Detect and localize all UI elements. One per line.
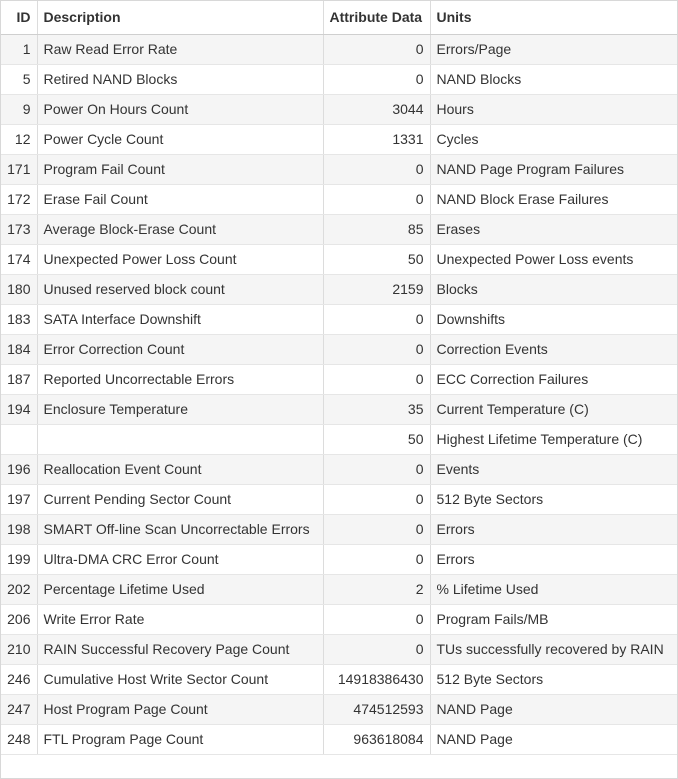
cell-id: 202 xyxy=(1,574,37,604)
cell-id: 180 xyxy=(1,274,37,304)
table-row[interactable] xyxy=(1,184,677,214)
cell-description: Power On Hours Count xyxy=(37,94,323,124)
table-row[interactable] xyxy=(1,394,677,424)
cell-id: 206 xyxy=(1,604,37,634)
cell-description: Unexpected Power Loss Count xyxy=(37,244,323,274)
table-row[interactable] xyxy=(1,274,677,304)
cell-description: Reallocation Event Count xyxy=(37,454,323,484)
cell-attribute-data: 0 xyxy=(323,184,430,214)
cell-attribute-data: 0 xyxy=(323,334,430,364)
cell-units: Events xyxy=(430,454,677,484)
cell-attribute-data: 0 xyxy=(323,544,430,574)
cell-attribute-data: 0 xyxy=(323,604,430,634)
column-header-units[interactable]: Units xyxy=(430,1,677,34)
table-row[interactable] xyxy=(1,34,677,64)
cell-attribute-data: 0 xyxy=(323,484,430,514)
cell-attribute-data: 474512593 xyxy=(323,694,430,724)
cell-description: Raw Read Error Rate xyxy=(37,34,323,64)
table-row[interactable] xyxy=(1,154,677,184)
cell-description: Erase Fail Count xyxy=(37,184,323,214)
cell-id: 246 xyxy=(1,664,37,694)
table-row[interactable] xyxy=(1,304,677,334)
cell-units: TUs successfully recovered by RAIN xyxy=(430,634,677,664)
cell-description: Ultra-DMA CRC Error Count xyxy=(37,544,323,574)
cell-units: Unexpected Power Loss events xyxy=(430,244,677,274)
cell-units: NAND Page Program Failures xyxy=(430,154,677,184)
cell-description: Current Pending Sector Count xyxy=(37,484,323,514)
cell-units: NAND Blocks xyxy=(430,64,677,94)
table-row[interactable] xyxy=(1,94,677,124)
cell-attribute-data: 0 xyxy=(323,454,430,484)
cell-description: Unused reserved block count xyxy=(37,274,323,304)
cell-attribute-data: 3044 xyxy=(323,94,430,124)
cell-units: Errors xyxy=(430,544,677,574)
table-row[interactable] xyxy=(1,574,677,604)
cell-id: 174 xyxy=(1,244,37,274)
column-header-description[interactable]: Description xyxy=(37,1,323,34)
cell-description: Retired NAND Blocks xyxy=(37,64,323,94)
table-row[interactable] xyxy=(1,634,677,664)
cell-units: NAND Block Erase Failures xyxy=(430,184,677,214)
cell-id: 194 xyxy=(1,394,37,424)
cell-units: 512 Byte Sectors xyxy=(430,664,677,694)
cell-attribute-data: 0 xyxy=(323,64,430,94)
cell-description: FTL Program Page Count xyxy=(37,724,323,754)
table-row[interactable] xyxy=(1,244,677,274)
table-row[interactable] xyxy=(1,214,677,244)
cell-units: Program Fails/MB xyxy=(430,604,677,634)
cell-attribute-data: 0 xyxy=(323,154,430,184)
cell-attribute-data: 50 xyxy=(323,244,430,274)
cell-id: 210 xyxy=(1,634,37,664)
cell-description: Power Cycle Count xyxy=(37,124,323,154)
table-row[interactable] xyxy=(1,664,677,694)
cell-attribute-data: 14918386430 xyxy=(323,664,430,694)
cell-description: SATA Interface Downshift xyxy=(37,304,323,334)
cell-id: 173 xyxy=(1,214,37,244)
cell-units: ECC Correction Failures xyxy=(430,364,677,394)
table-header-row xyxy=(1,1,677,34)
cell-id: 9 xyxy=(1,94,37,124)
cell-id: 197 xyxy=(1,484,37,514)
table-row[interactable] xyxy=(1,694,677,724)
table-row[interactable] xyxy=(1,124,677,154)
cell-attribute-data: 2 xyxy=(323,574,430,604)
cell-units: Hours xyxy=(430,94,677,124)
cell-id xyxy=(1,424,37,454)
cell-units: Downshifts xyxy=(430,304,677,334)
cell-units: NAND Page xyxy=(430,724,677,754)
cell-description: Reported Uncorrectable Errors xyxy=(37,364,323,394)
cell-id: 1 xyxy=(1,34,37,64)
cell-attribute-data: 0 xyxy=(323,634,430,664)
table-body xyxy=(1,34,677,754)
table-row[interactable] xyxy=(1,514,677,544)
table-row[interactable] xyxy=(1,424,677,454)
cell-description: Enclosure Temperature xyxy=(37,394,323,424)
table-row[interactable] xyxy=(1,724,677,754)
cell-id: 199 xyxy=(1,544,37,574)
cell-description: SMART Off-line Scan Uncorrectable Errors xyxy=(37,514,323,544)
cell-attribute-data: 0 xyxy=(323,34,430,64)
cell-attribute-data: 1331 xyxy=(323,124,430,154)
cell-description: RAIN Successful Recovery Page Count xyxy=(37,634,323,664)
cell-attribute-data: 0 xyxy=(323,514,430,544)
cell-description: Error Correction Count xyxy=(37,334,323,364)
cell-id: 198 xyxy=(1,514,37,544)
table-row[interactable] xyxy=(1,544,677,574)
cell-description: Write Error Rate xyxy=(37,604,323,634)
table-row[interactable] xyxy=(1,64,677,94)
cell-attribute-data: 963618084 xyxy=(323,724,430,754)
cell-description: Program Fail Count xyxy=(37,154,323,184)
cell-units: Errors xyxy=(430,514,677,544)
cell-attribute-data: 2159 xyxy=(323,274,430,304)
cell-units: Highest Lifetime Temperature (C) xyxy=(430,424,677,454)
cell-units: Cycles xyxy=(430,124,677,154)
cell-id: 187 xyxy=(1,364,37,394)
column-header-id[interactable]: ID xyxy=(1,1,37,34)
cell-id: 196 xyxy=(1,454,37,484)
table-row[interactable] xyxy=(1,484,677,514)
cell-id: 12 xyxy=(1,124,37,154)
column-header-attribute-data[interactable]: Attribute Data xyxy=(323,1,430,34)
cell-attribute-data: 0 xyxy=(323,364,430,394)
cell-units: Erases xyxy=(430,214,677,244)
table-row[interactable] xyxy=(1,334,677,364)
cell-units: Errors/Page xyxy=(430,34,677,64)
cell-units: Blocks xyxy=(430,274,677,304)
cell-id: 184 xyxy=(1,334,37,364)
cell-description: Average Block-Erase Count xyxy=(37,214,323,244)
cell-description: Cumulative Host Write Sector Count xyxy=(37,664,323,694)
smart-attributes-table xyxy=(1,1,677,755)
table-row[interactable] xyxy=(1,454,677,484)
table-row[interactable] xyxy=(1,604,677,634)
cell-attribute-data: 50 xyxy=(323,424,430,454)
cell-attribute-data: 35 xyxy=(323,394,430,424)
cell-attribute-data: 85 xyxy=(323,214,430,244)
cell-description: Percentage Lifetime Used xyxy=(37,574,323,604)
cell-description: Host Program Page Count xyxy=(37,694,323,724)
cell-description xyxy=(37,424,323,454)
table-row[interactable] xyxy=(1,364,677,394)
cell-id: 183 xyxy=(1,304,37,334)
cell-id: 172 xyxy=(1,184,37,214)
cell-id: 248 xyxy=(1,724,37,754)
cell-units: % Lifetime Used xyxy=(430,574,677,604)
cell-units: Correction Events xyxy=(430,334,677,364)
cell-attribute-data: 0 xyxy=(323,304,430,334)
cell-id: 5 xyxy=(1,64,37,94)
cell-units: Current Temperature (C) xyxy=(430,394,677,424)
cell-id: 247 xyxy=(1,694,37,724)
cell-units: 512 Byte Sectors xyxy=(430,484,677,514)
cell-id: 171 xyxy=(1,154,37,184)
cell-units: NAND Page xyxy=(430,694,677,724)
